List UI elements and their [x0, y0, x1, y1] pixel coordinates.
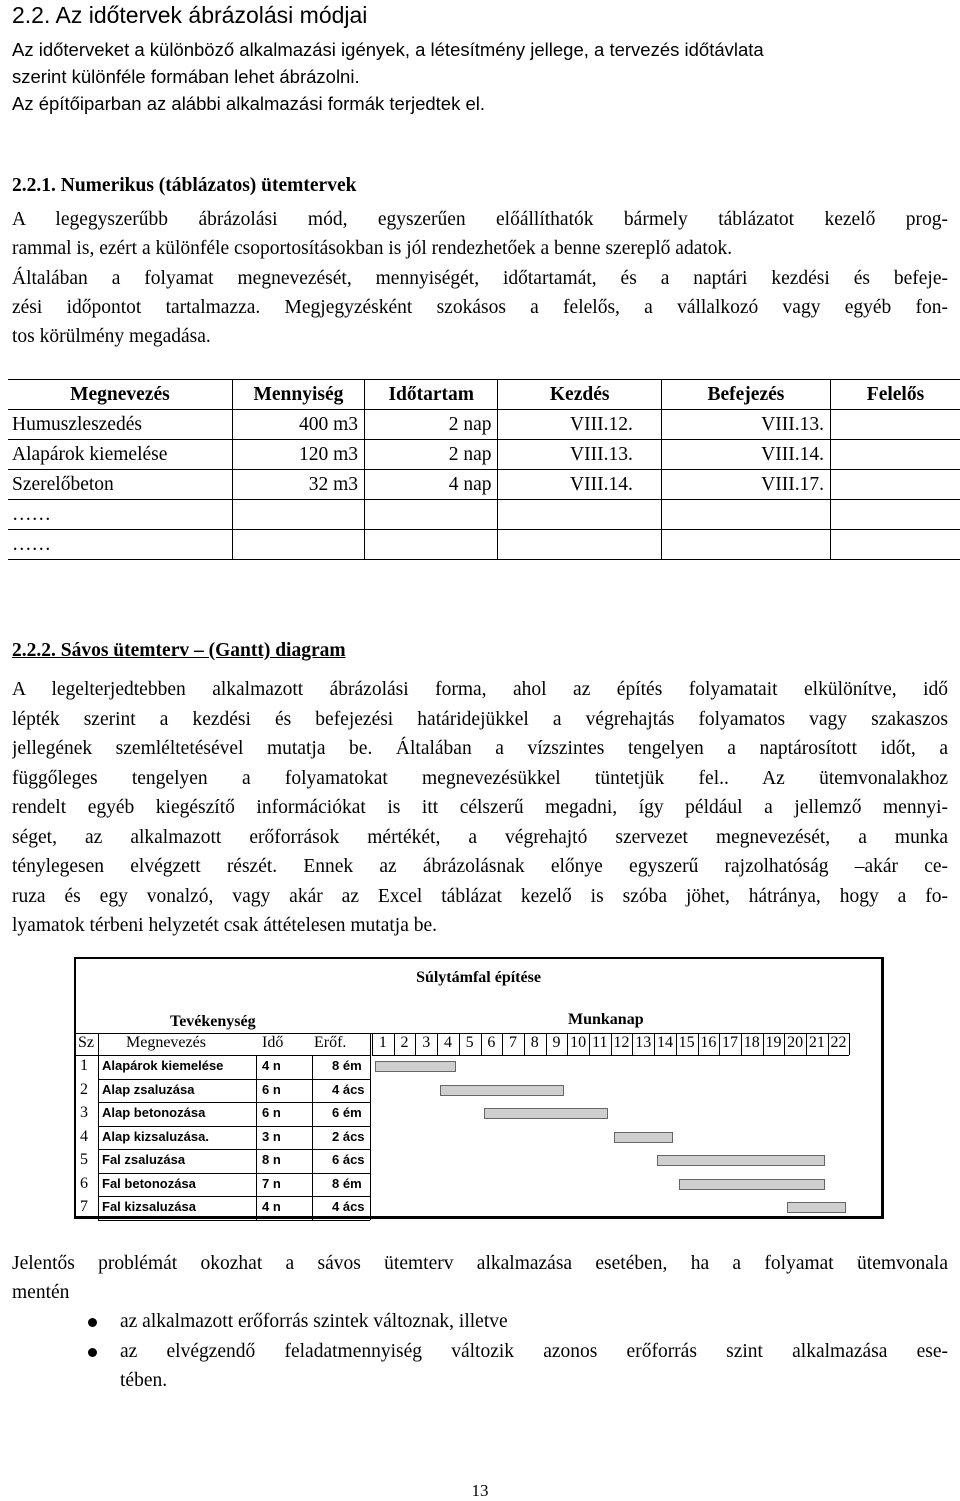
gantt-day-label: 12 — [611, 1034, 633, 1052]
gantt-task-erof: 8 ém — [332, 1058, 362, 1073]
gantt-day-divider — [654, 1033, 655, 1055]
gantt-col-ido: Idő — [262, 1034, 283, 1052]
gantt-header-rule — [372, 1055, 849, 1056]
cell: …… — [8, 500, 232, 530]
cell: Alapárok kiemelése — [8, 440, 232, 470]
gantt-day-label: 2 — [394, 1034, 416, 1052]
gantt-day-label: 10 — [567, 1034, 589, 1052]
bullet-icon — [88, 1348, 97, 1357]
gantt-heading: 2.2.2. Sávos ütemterv – (Gantt) diagram — [12, 640, 346, 662]
numeric-heading: 2.2.1. Numerikus (táblázatos) ütemtervek — [12, 175, 356, 197]
gantt-task-sz: 1 — [80, 1057, 88, 1075]
gantt-day-label: 9 — [546, 1034, 568, 1052]
cell — [498, 500, 661, 530]
gantt-line-7: ténylegesen elvégzett részét. Ennek az ábrázolásnak előnye egyszerű rajzolhatóság –akár ce- — [12, 852, 948, 882]
gantt-task-ido: 6 n — [262, 1105, 281, 1120]
gantt-day-divider — [459, 1033, 460, 1055]
gantt-bar — [440, 1085, 564, 1096]
gantt-day-divider — [632, 1033, 633, 1055]
gantt-day-label: 4 — [437, 1034, 459, 1052]
gantt-line-3: jellegének szemléltetésével mutatja be. Általában a vízszintes tengelyen a naptárosított időt, a — [12, 734, 948, 764]
schedule-table — [8, 379, 960, 560]
bullet-icon — [88, 1318, 97, 1327]
gantt-task-name: Fal zsaluzása — [102, 1152, 185, 1167]
cell — [232, 500, 364, 530]
gantt-bar — [614, 1132, 673, 1143]
closing-line-1: Jelentős problémát okozhat a sávos ütemterv alkalmazása esetében, ha a folyamat ütemvonala — [12, 1249, 948, 1279]
gantt-task-sz: 4 — [80, 1128, 88, 1146]
gantt-task-ido: 8 n — [262, 1152, 281, 1167]
gantt-col-megnevezes: Megnevezés — [126, 1034, 206, 1052]
gantt-day-divider — [741, 1033, 742, 1055]
gantt-day-divider — [698, 1033, 699, 1055]
bullet-item-continuation — [12, 1366, 948, 1396]
bullet-text: tében. — [120, 1370, 167, 1391]
header-kezdes: Kezdés — [498, 380, 661, 410]
gantt-day-label: 1 — [372, 1034, 394, 1052]
gantt-day-divider — [719, 1033, 720, 1055]
numeric-line-2: rammal is, ezért a különféle csoportosításokban is jól rendezhetőek a benne szereplő adatok. — [12, 234, 948, 264]
gantt-task-ido: 6 n — [262, 1082, 281, 1097]
gantt-task-name: Fal betonozása — [102, 1176, 196, 1191]
gantt-line-8: ruza és egy vonalzó, vagy akár az Excel táblázat kezelő is szóba jöhet, hátránya, hogy a fo- — [12, 882, 948, 912]
gantt-task-sz: 5 — [80, 1151, 88, 1169]
gantt-task-ido: 4 n — [262, 1199, 281, 1214]
gantt-day-label: 6 — [481, 1034, 503, 1052]
gantt-row-rule — [98, 1220, 370, 1221]
gantt-row-rule — [76, 1055, 98, 1056]
header-idotartam: Időtartam — [365, 380, 498, 410]
bullet-item — [12, 1307, 948, 1337]
gantt-day-label: 22 — [828, 1034, 850, 1052]
gantt-day-divider — [763, 1033, 764, 1055]
gantt-line-6: séget, az alkalmazott erőforrások mértékét, a végrehajtó szervezet megnevezését, a munka — [12, 823, 948, 853]
gantt-bar — [679, 1179, 825, 1190]
gantt-task-erof: 6 ács — [332, 1152, 365, 1167]
table-row — [8, 500, 960, 530]
gantt-bar — [375, 1061, 456, 1072]
gantt-day-label: 19 — [763, 1034, 785, 1052]
bullet-list — [12, 1307, 948, 1396]
cell — [365, 500, 498, 530]
gantt-line-9: lyamatok térbeni helyzetét csak áttételesen mutatja be. — [12, 911, 948, 941]
gantt-group-activity: Tevékenység — [170, 1013, 256, 1031]
gantt-day-divider — [415, 1033, 416, 1055]
gantt-day-label: 20 — [784, 1034, 806, 1052]
page-number: 13 — [0, 1481, 960, 1501]
bullet-item — [12, 1337, 948, 1367]
gantt-group-days: Munkanap — [568, 1011, 644, 1029]
gantt-day-label: 5 — [459, 1034, 481, 1052]
gantt-day-label: 8 — [524, 1034, 546, 1052]
gantt-bar — [484, 1108, 608, 1119]
gantt-line-5: rendelt egyéb kiegészítő információkat is itt célszerű megadni, így például a jellemző mennyi- — [12, 793, 948, 823]
gantt-task-sz: 7 — [80, 1198, 88, 1216]
cell — [831, 500, 960, 530]
cell: Humuszleszedés — [8, 410, 232, 440]
cell: VIII.12. — [498, 410, 661, 440]
gantt-task-ido: 7 n — [262, 1176, 281, 1191]
gantt-day-divider — [546, 1033, 547, 1055]
schedule-header-row — [8, 380, 960, 410]
gantt-day-divider — [437, 1033, 438, 1055]
numeric-line-4: zési időpontot tartalmazza. Megjegyzésként szokásos a felelős, a vállalkozó vagy egyéb fon- — [12, 293, 948, 323]
gantt-task-name: Alap betonozása — [102, 1105, 205, 1120]
gantt-day-divider — [481, 1033, 482, 1055]
gantt-day-divider — [676, 1033, 677, 1055]
gantt-line-4: függőleges tengelyen a folyamatokat megnevezésükkel tüntetjük fel.. Az ütemvonalakhoz — [12, 764, 948, 794]
cell — [365, 530, 498, 560]
gantt-task-ido: 3 n — [262, 1129, 281, 1144]
gantt-day-label: 7 — [502, 1034, 524, 1052]
gantt-col-sz: Sz — [78, 1034, 94, 1052]
gantt-day-label: 3 — [415, 1034, 437, 1052]
cell — [661, 500, 830, 530]
gantt-task-name: Fal kizsaluzása — [102, 1199, 196, 1214]
gantt-task-sz: 6 — [80, 1175, 88, 1193]
gantt-day-divider — [589, 1033, 590, 1055]
gantt-task-ido: 4 n — [262, 1058, 281, 1073]
header-megnevezes: Megnevezés — [8, 380, 232, 410]
gantt-col-divider — [312, 1055, 313, 1220]
gantt-col-divider — [256, 1055, 257, 1220]
numeric-line-1: A legegyszerűbb ábrázolási mód, egyszerűen előállíthatók bármely táblázatot kezelő prog- — [12, 205, 948, 235]
cell: VIII.17. — [661, 470, 830, 500]
cell: VIII.13. — [661, 410, 830, 440]
intro-line-1: Az időterveket a különböző alkalmazási igények, a létesítmény jellege, a tervezés időtávlata — [12, 36, 764, 63]
cell: 32 m3 — [232, 470, 364, 500]
gantt-header-rule — [76, 1033, 849, 1034]
gantt-task-sz: 3 — [80, 1104, 88, 1122]
gantt-task-erof: 4 ács — [332, 1082, 365, 1097]
gantt-day-divider — [611, 1033, 612, 1055]
header-felelos: Felelős — [831, 380, 960, 410]
cell: 2 nap — [365, 440, 498, 470]
gantt-task-name: Alap kizsaluzása. — [102, 1129, 209, 1144]
cell: 400 m3 — [232, 410, 364, 440]
cell — [831, 410, 960, 440]
numeric-line-5: tos körülmény megadása. — [12, 322, 948, 352]
gantt-day-label: 15 — [676, 1034, 698, 1052]
bullet-text: az alkalmazott erőforrás szintek változnak, illetve — [120, 1311, 508, 1332]
cell — [831, 470, 960, 500]
gantt-day-label: 11 — [589, 1034, 611, 1052]
table-row — [8, 530, 960, 560]
cell: 4 nap — [365, 470, 498, 500]
gantt-day-label: 17 — [719, 1034, 741, 1052]
gantt-task-erof: 6 ém — [332, 1105, 362, 1120]
gantt-row-rule — [98, 1149, 370, 1150]
cell: VIII.14. — [498, 470, 661, 500]
gantt-bar — [657, 1155, 825, 1166]
gantt-day-divider — [372, 1033, 373, 1055]
gantt-col-divider — [370, 1033, 371, 1220]
table-row — [8, 470, 960, 500]
cell: VIII.13. — [498, 440, 661, 470]
gantt-day-divider — [394, 1033, 395, 1055]
gantt-task-erof: 8 ém — [332, 1176, 362, 1191]
gantt-col-divider — [98, 1033, 99, 1220]
gantt-row-rule — [98, 1196, 370, 1197]
gantt-day-label: 16 — [698, 1034, 720, 1052]
intro-line-2: szerint különféle formában lehet ábrázolni. — [12, 63, 360, 90]
gantt-task-name: Alap zsaluzása — [102, 1082, 195, 1097]
numeric-line-3: Általában a folyamat megnevezését, mennyiségét, időtartamát, és a naptári kezdési és befeje- — [12, 264, 948, 294]
gantt-day-divider — [567, 1033, 568, 1055]
gantt-col-erof: Erőf. — [314, 1034, 346, 1052]
cell — [232, 530, 364, 560]
cell — [498, 530, 661, 560]
gantt-task-erof: 2 ács — [332, 1129, 365, 1144]
gantt-row-rule — [98, 1173, 370, 1174]
gantt-day-divider — [828, 1033, 829, 1055]
gantt-day-divider — [806, 1033, 807, 1055]
gantt-title: Súlytámfal építése — [76, 969, 881, 987]
cell: Szerelőbeton — [8, 470, 232, 500]
intro-line-3: Az építőiparban az alábbi alkalmazási formák terjedtek el. — [12, 90, 485, 117]
cell — [661, 530, 830, 560]
gantt-chart — [74, 957, 884, 1219]
gantt-line-1: A legelterjedtebben alkalmazott ábrázolási forma, ahol az építés folyamatait elkülönítve, idő — [12, 675, 948, 705]
gantt-row-rule — [98, 1126, 370, 1127]
gantt-day-label: 21 — [806, 1034, 828, 1052]
cell: …… — [8, 530, 232, 560]
gantt-bar — [787, 1202, 846, 1213]
bullet-text: az elvégzendő feladatmennyiség változik azonos erőforrás szint alkalmazása ese- — [120, 1341, 948, 1362]
closing-line-2: mentén — [12, 1278, 948, 1308]
gantt-task-sz: 2 — [80, 1081, 88, 1099]
section-heading: 2.2. Az időtervek ábrázolási módjai — [12, 2, 367, 29]
gantt-day-divider — [784, 1033, 785, 1055]
gantt-row-rule — [98, 1102, 370, 1103]
gantt-day-divider — [524, 1033, 525, 1055]
gantt-day-divider — [849, 1033, 850, 1055]
gantt-row-rule — [98, 1079, 370, 1080]
gantt-day-divider — [502, 1033, 503, 1055]
cell — [831, 440, 960, 470]
cell: 120 m3 — [232, 440, 364, 470]
cell: VIII.14. — [661, 440, 830, 470]
gantt-day-label: 18 — [741, 1034, 763, 1052]
table-row — [8, 440, 960, 470]
gantt-row-rule — [98, 1055, 370, 1056]
header-mennyiseg: Mennyiség — [232, 380, 364, 410]
header-befejezes: Befejezés — [661, 380, 830, 410]
table-row — [8, 410, 960, 440]
gantt-line-2: lépték szerint a kezdési és befejezési határidejükkel a végrehajtás folyamatos vagy szakaszos — [12, 705, 948, 735]
cell: 2 nap — [365, 410, 498, 440]
cell — [831, 530, 960, 560]
gantt-day-label: 13 — [632, 1034, 654, 1052]
gantt-day-label: 14 — [654, 1034, 676, 1052]
gantt-task-name: Alapárok kiemelése — [102, 1058, 223, 1073]
gantt-task-erof: 4 ács — [332, 1199, 365, 1214]
